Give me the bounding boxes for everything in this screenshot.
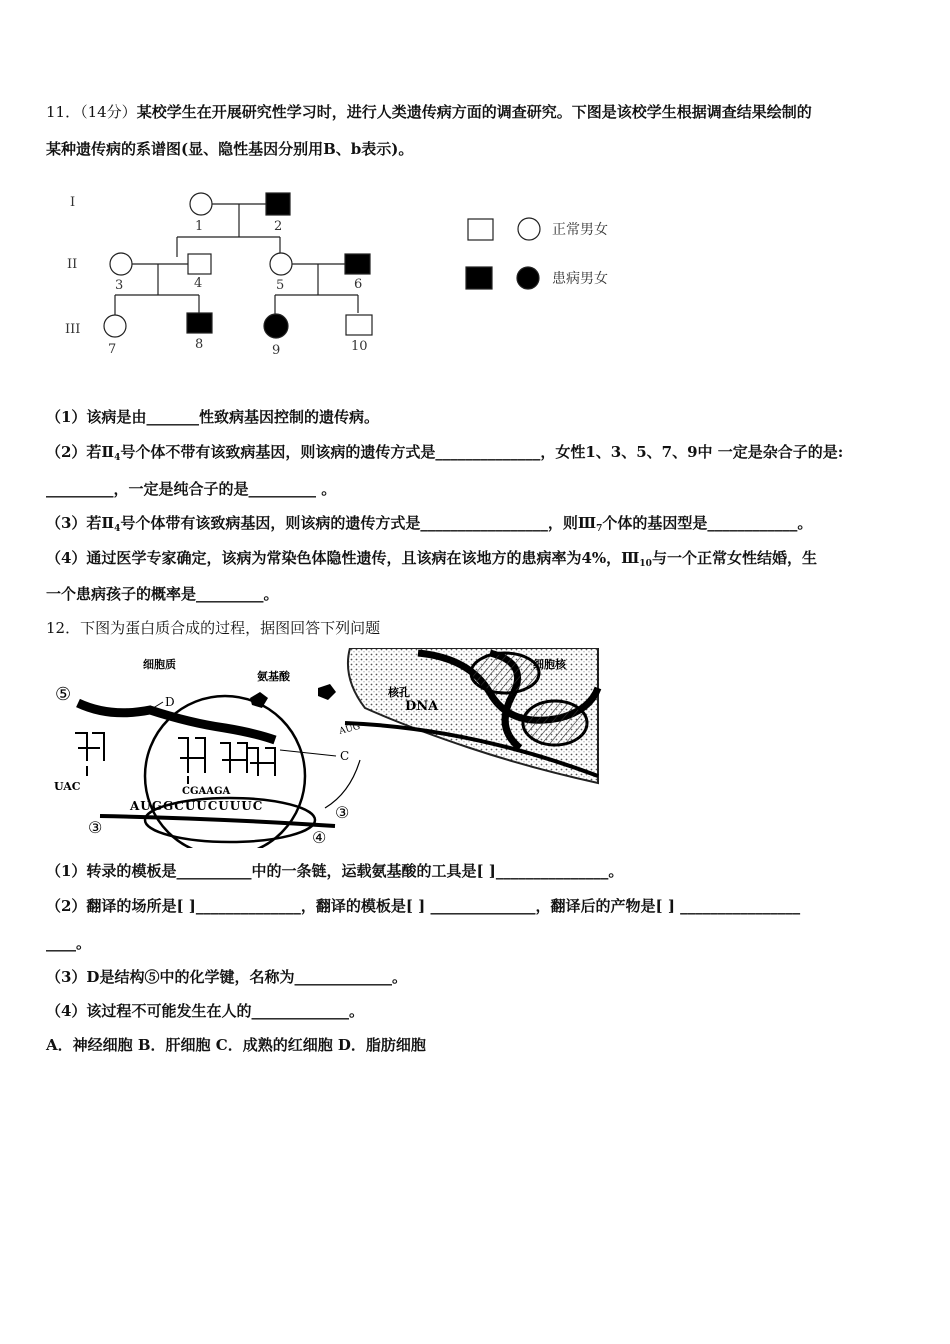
q11-sub4-line1 [46,548,906,574]
q11-stem-line1 [46,102,906,122]
q12-number: 12． [46,619,81,637]
individual-9 [264,314,288,338]
label-3: 3 [115,278,124,293]
transport-arrow [325,760,360,808]
q11-sub4-text-b: 与一个正常女性结婚，生 [651,549,817,567]
label-circle4: ④ [312,828,327,847]
individual-10 [346,315,372,335]
individual-1 [190,193,212,215]
legend-affected-label: 患病男女 [552,271,608,287]
legend-normal-label: 正常男女 [552,222,608,238]
label-1: 1 [195,219,204,234]
dna-loop-2 [523,701,587,745]
q12-sub2-line2: ____。 [46,934,92,952]
individual-8 [187,313,212,333]
generation-I: I [70,195,76,210]
q12-sub2-line1: （2）翻译的场所是[ ]______________，翻译的模板是[ ] ______________，翻译后的产物是[ ] ________________ [46,897,801,915]
q11-sub4-line2: 一个患病孩子的概率是_________。 [46,585,279,603]
q11-sub4-text-a: （4）通过医学专家确定，该病为常染色体隐性遗传，且该病在该地方的患病率为4%，Ⅲ [46,549,640,567]
ribosome-large-subunit [145,696,305,848]
individual-4 [188,254,211,274]
q11-sub1: （1）该病是由_______性致病基因控制的遗传病。 [46,408,379,426]
label-8: 8 [195,337,204,352]
generation-II: II [67,257,78,272]
individual-6 [345,254,370,274]
label-aug: AUG [338,721,362,737]
q11-sub3 [46,513,906,539]
q11-stem-line2: 某种遗传病的系谱图(显、隐性基因分别用B、b表示)。 [46,140,414,158]
mrna-cytoplasm [100,816,335,826]
q11-score: （14分） [80,103,137,121]
q12-stem-text: 下图为蛋白质合成的过程，据图回答下列问题 [80,619,381,637]
label-2: 2 [274,219,283,234]
individual-5 [270,253,292,275]
q11-sub3-text-c: 个体的基因型是____________。 [602,514,813,532]
label-4: 4 [194,276,203,291]
individual-2 [266,193,290,215]
label-9: 9 [272,343,281,358]
label-6: 6 [354,277,363,292]
q11-sub2-text-a: （2）若Ⅱ [46,443,115,461]
q11-sub2-line1 [46,442,906,468]
generation-III: III [65,322,81,337]
q11-sub2-line2: _________，一定是纯合子的是_________ 。 [46,480,337,498]
pedigree-chart [60,185,630,365]
amino-acid-2 [318,684,336,700]
label-c: C [340,749,350,763]
q12-sub3: （3）D是结构⑤中的化学键，名称为_____________。 [46,968,407,986]
label-7: 7 [108,342,117,357]
legend-affected-male [466,267,492,289]
label-amino-acid: 氨基酸 [257,670,290,683]
q11-sub3-subscript: 4 [114,524,121,534]
label-d: D [165,695,175,709]
q11-sub3-text-b: 号个体带有该致病基因，则该病的遗传方式是_________________，则Ⅲ [120,514,597,532]
individual-3 [110,253,132,275]
q11-sub4-subscript: 10 [639,559,652,569]
q11-stem-text: 某校学生在开展研究性学习时，进行人类遗传病方面的调查研究。下图是该校学生根据调查结果绘制的 [136,103,812,121]
label-circle3b: ③ [335,803,350,822]
trna-2 [178,738,205,784]
label-nuclear-pore: 核孔 [388,686,410,699]
label-5: 5 [276,278,285,293]
label-trna-mid: CGAAGA [182,786,231,797]
q12-sub4: （4）该过程不可能发生在人的_____________。 [46,1002,364,1020]
label-cytoplasm: 细胞质 [143,658,176,671]
legend-affected-female [517,267,539,289]
legend-normal-male [468,219,493,240]
q12-stem [46,618,906,638]
trna-1 [75,733,104,776]
legend-normal-female [518,218,540,240]
polypeptide-chain [78,703,275,740]
label-dna: DNA [405,699,439,714]
trna-4 [248,748,275,776]
q11-sub2-text-b: 号个体不带有该致病基因，则该病的遗传方式是______________，女性1、3、5、7、9中 一定是杂合子的是: [120,443,844,461]
q11-sub2-subscript: 4 [114,453,121,463]
protein-synthesis-figure [50,648,605,848]
dna-loop-1 [471,653,539,693]
label-anticodon: UAC [54,780,81,793]
label-circle5: ⑤ [55,684,72,705]
individual-7 [104,315,126,337]
label-10: 10 [351,339,368,354]
q12-options: A．神经细胞 B．肝细胞 C．成熟的红细胞 D．脂肪细胞 [46,1036,426,1054]
q12-sub1: （1）转录的模板是__________中的一条链，运载氨基酸的工具是[ ]_______________。 [46,862,624,880]
label-circle3a: ③ [88,818,103,837]
q11-sub3-text-a: （3）若Ⅱ [46,514,115,532]
q11-sub3-subscript2: 7 [596,524,603,534]
q11-number: 11． [46,103,81,121]
label-codons: AUGGCUUCUUUC [130,799,264,813]
label-nucleus: 细胞核 [533,658,566,671]
trna-3 [220,743,247,773]
